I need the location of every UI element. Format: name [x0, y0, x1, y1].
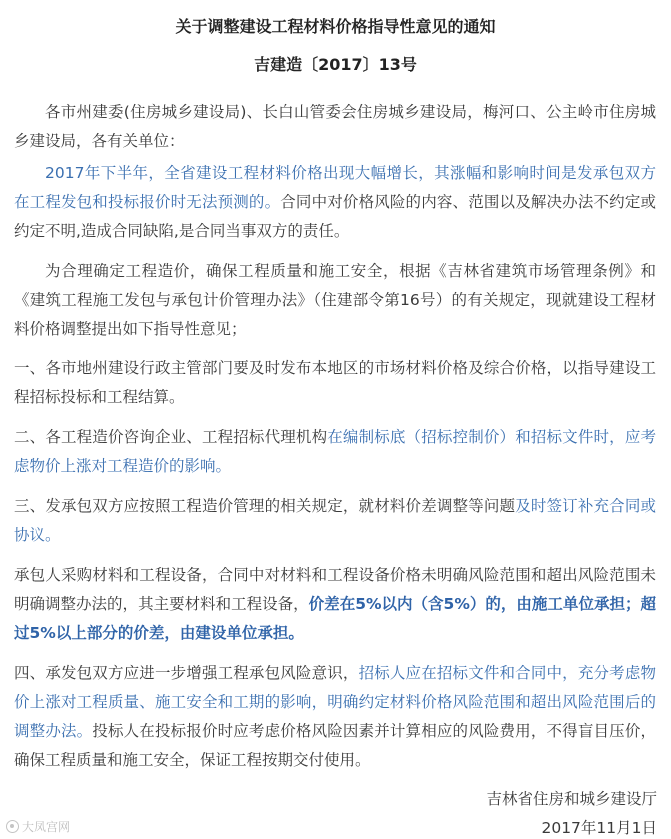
paragraph-basis: 为合理确定工程造价，确保工程质量和施工安全，根据《吉林省建筑市场管理条例》和《建筑工程施工发包与承包计价管理办法》（住建部令第16号）的有关规定，现就建设工程材料价格调整提出如下指导性意见；: [14, 262, 656, 338]
paragraph-item-2: [14, 423, 656, 481]
paragraph-contractor: [14, 561, 656, 648]
highlight-text: 招标人应在招标文件和合同中，充分考虑物价上涨对工程质量、施工安全和工期的影响，明确约定材料价格风险范围和超出风险范围后的调整办法。: [14, 664, 656, 740]
paragraph-item-4: [14, 659, 656, 775]
watermark-logo-icon: [6, 820, 19, 833]
document-number: 吉建造〔2017〕13号: [254, 55, 417, 74]
plain-text: 承包人采购材料和工程设备，合同中对材料和工程设备价格未明确风险范围和超出风险范围未明确调整办法的，其主要材料和工程设备，: [14, 566, 656, 613]
highlight-text: 在编制标底（招标控制价）和招标文件时，应考虑物价上涨对工程造价的影响。: [14, 428, 656, 475]
plain-text: 四、承发包双方应进一步增强工程承包风险意识，: [14, 664, 359, 682]
plain-text: 二、各工程造价咨询企业、工程招标代理机构: [14, 428, 328, 446]
plain-text: 投标人在投标报价时应考虑价格风险因素并计算相应的风险费用，不得盲目压价，确保工程质量和施工安全，保证工程按期交付使用。: [14, 722, 656, 769]
highlight-text: 及时签订补充合同或协议。: [14, 497, 656, 544]
bold-highlight-text: 价差在5%以内（含5%）的，由施工单位承担；超过5%以上部分的价差，由建设单位承担。: [14, 595, 656, 642]
highlight-text: 2017年下半年，全省建设工程材料价格出现大幅增长，其涨幅和影响时间是发承包双方在工程发包和投标报价时无法预测的。: [14, 164, 656, 211]
plain-text: 合同中对价格风险的内容、范围以及解决办法不约定或约定不明,造成合同缺陷,是合同当事双方的责任。: [14, 193, 656, 240]
signature: 吉林省住房和城乡建设厅: [486, 790, 657, 808]
greeting-paragraph: 各市州建委(住房城乡建设局)、长白山管委会住房城乡建设局，梅河口、公主岭市住房城乡建设局，各有关单位：: [14, 103, 656, 150]
watermark: [6, 818, 70, 835]
paragraph-item-1: 一、各市地州建设行政主管部门要及时发布本地区的市场材料价格及综合价格，以指导建设工程招标投标和工程结算。: [14, 359, 656, 406]
document-title: 关于调整建设工程材料价格指导性意见的通知: [175, 17, 496, 36]
watermark-text: 大凤宫网: [22, 820, 71, 834]
plain-text: 三、发承包双方应按照工程造价管理的相关规定，就材料价差调整等问题: [14, 497, 516, 515]
paragraph-background: [14, 159, 656, 246]
paragraph-item-3: [14, 492, 656, 550]
document-date: 2017年11月1日: [541, 819, 657, 837]
